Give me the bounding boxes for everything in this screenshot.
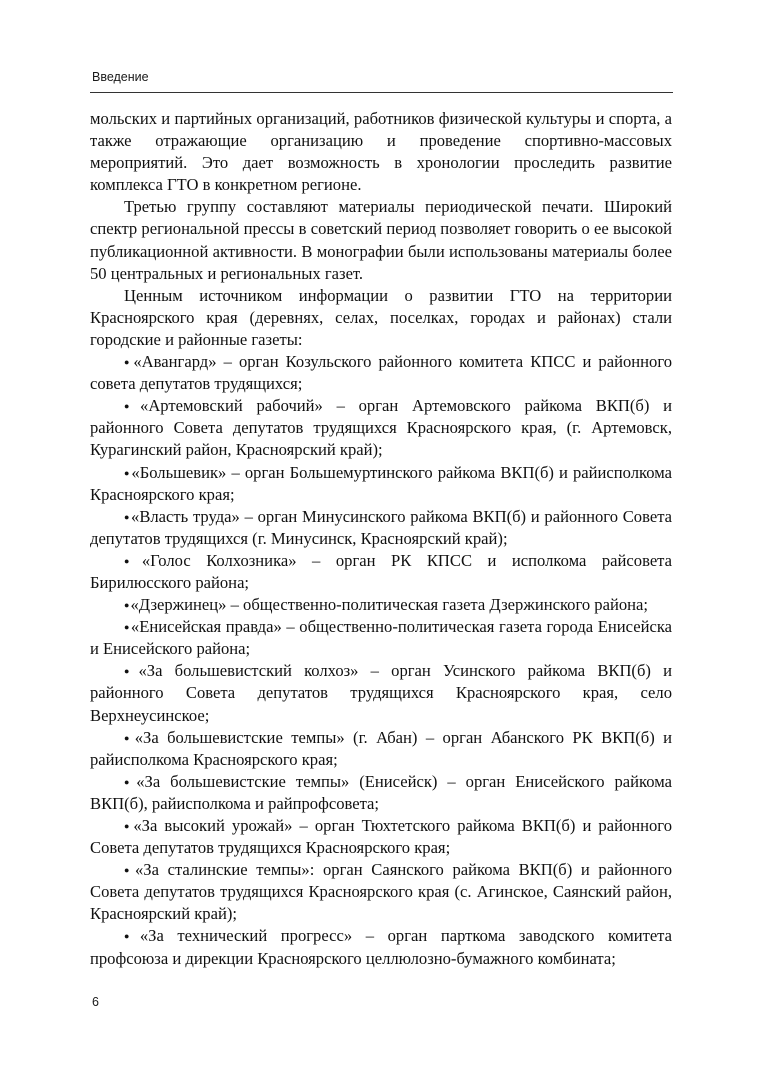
- bullet-icon: ●: [124, 776, 136, 787]
- bullet-icon: ●: [124, 467, 131, 478]
- body-paragraph: [90, 285, 672, 351]
- bullet-list-item: [90, 859, 672, 925]
- bullet-icon: ●: [124, 732, 134, 743]
- bullet-list-item: [90, 462, 672, 506]
- bullet-list-item: [90, 815, 672, 859]
- bullet-list-item: [90, 925, 672, 969]
- paragraph-text: «За большевистский колхоз» – орган Усинского райкома ВКП(б) и районного Совета депутатов трудящихся Красноярского края, село Верхнеусинское;: [90, 661, 672, 725]
- bullet-icon: ●: [124, 555, 141, 566]
- paragraph-text: «Большевик» – орган Большемуртинского райкома ВКП(б) и райисполкома Красноярского края;: [90, 462, 672, 504]
- bullet-list-item: [90, 616, 672, 660]
- bullet-list-item: [90, 351, 672, 395]
- bullet-list-item: [90, 550, 672, 594]
- bullet-icon: ●: [124, 865, 134, 876]
- paragraph-text: «Артемовский рабочий» – орган Артемовского райкома ВКП(б) и районного Совета депутатов трудящихся Красноярского края, (г. Артемовск, Курагинский район, Красноярский край);: [90, 396, 673, 460]
- body-paragraph: [90, 196, 672, 284]
- bullet-icon: ●: [124, 401, 140, 412]
- bullet-icon: ●: [124, 821, 133, 831]
- bullet-icon: ●: [124, 600, 130, 611]
- paragraph-text: «За высокий урожай» – орган Тюхтетского райкома ВКП(б) и районного Совета депутатов трудящихся Красноярского края;: [90, 816, 672, 858]
- paragraph-text: «Дзержинец» – общественно-политическая газета Дзержинского района;: [130, 595, 648, 615]
- paragraph-text: «Авангард» – орган Козульского районного комитета КПСС и районного совета депутатов трудящихся;: [90, 352, 673, 394]
- paragraph-text: «За большевистские темпы» (Енисейск) – орган Енисейского райкома ВКП(б), райисполкома и райпрофсовета;: [90, 771, 672, 813]
- bullet-list-item: [90, 727, 672, 771]
- paragraph-text: «За сталинские темпы»: орган Саянского райкома ВКП(б) и районного Совета депутатов трудящихся Красноярского края (с. Агинское, Саянский район, Красноярский край);: [90, 860, 673, 924]
- paragraph-text: Третью группу составляют материалы периодической печати. Широкий спектр региональной прессы в советский период позволяет говорить о ее высокой публикационной активности. В монографии были использованы материалы более 50 центральных и региональных газет.: [90, 197, 672, 283]
- bullet-icon: ●: [124, 357, 133, 368]
- paragraph-text: «За технический прогресс» – орган парткома заводского комитета профсоюза и дирекции Красноярского целлюлозно-бумажного комбината;: [90, 926, 673, 968]
- bullet-list-item: [90, 660, 672, 726]
- header-divider: [90, 92, 673, 93]
- body-text: [90, 108, 672, 970]
- bullet-icon: ●: [124, 666, 138, 677]
- paragraph-text: «За большевистские темпы» (г. Абан) – орган Абанского РК ВКП(б) и райисполкома Красноярского края;: [90, 727, 673, 769]
- paragraph-text: «Енисейская правда» – общественно-политическая газета города Енисейска и Енисейского района;: [90, 617, 673, 659]
- running-header: Введение: [92, 70, 149, 84]
- bullet-icon: ●: [124, 511, 131, 522]
- paragraph-text: «Власть труда» – орган Минусинского райкома ВКП(б) и районного Совета депутатов трудящихся (г. Минусинск, Красноярский край);: [90, 506, 673, 548]
- bullet-list-item: [90, 594, 672, 616]
- bullet-icon: ●: [124, 622, 130, 633]
- page-number: 6: [92, 995, 99, 1009]
- bullet-list-item: [90, 506, 672, 550]
- paragraph-text: «Голос Колхозника» – орган РК КПСС и исполкома райсовета Бирилюсского района;: [90, 550, 672, 592]
- paragraph-text: мольских и партийных организаций, работников физической культуры и спорта, а также отражающие организацию и проведение спортивно-массовых мероприятий. Это дает возможность в хронологии проследить развитие комплекса ГТО в конкретном регионе.: [90, 109, 672, 195]
- bullet-list-item: [90, 395, 672, 461]
- paragraph-text: Ценным источником информации о развитии ГТО на территории Красноярского края (деревнях, селах, поселках, городах и районах) стали городские и районные газеты:: [90, 285, 672, 349]
- bullet-list-item: [90, 771, 672, 815]
- body-paragraph: [90, 108, 672, 196]
- bullet-icon: ●: [124, 931, 139, 942]
